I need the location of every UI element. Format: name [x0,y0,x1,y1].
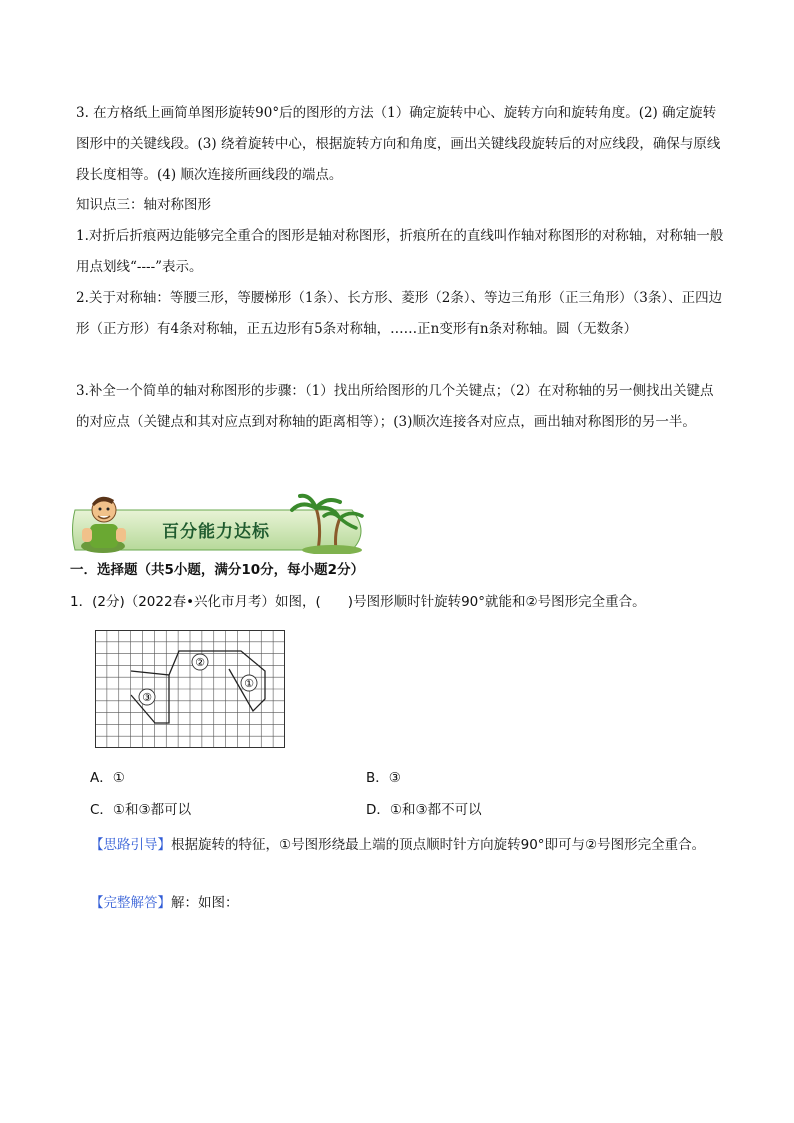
hint-paragraph [90,830,730,861]
label-2: ② [195,656,205,669]
question-stem: 1．(2分)（2022春•兴化市月考）如图，( )号图形顺时针旋转90°就能和②号图形完全重合。 [70,594,646,610]
section-heading: 一．选择题（共5小题，满分10分，每小题2分） [70,562,365,578]
symmetry-steps-text: 3.补全一个简单的轴对称图形的步骤：（1）找出所给图形的几个关键点；（2）在对称轴的另一侧找出关键点的对应点（关键点和其对应点到对称轴的距离相等）；(3)顺次连接各对应点，画出轴对称图形的另一半。 [76,383,714,430]
symmetry-definition: 1.对折后折痕两边能够完全重合的图形是轴对称图形，折痕所在的直线叫作轴对称图形的对称轴，对称轴一般用点划线“----”表示。 [76,228,724,275]
label-3: ③ [142,691,152,704]
rotation-method-text: 3. 在方格纸上画简单图形旋转90°后的图形的方法（1）确定旋转中心、旋转方向和旋转角度。(2) 确定旋转图形中的关键线段。(3) 绕着旋转中心，根据旋转方向和角度，画出关键线段旋转后的对应线段，确保与原线段长度相等。(4) 顺次连接所画线段的端点。 [76,105,721,183]
label-1: ① [244,677,254,690]
option-b[interactable]: B．③ [366,770,401,786]
answer-paragraph [90,893,239,913]
symmetry-axes-text: 2.关于对称轴：等腰三形，等腰梯形（1条）、长方形、菱形（2条）、等边三角形（正三角形）（3条）、正四边形（正方形）有4条对称轴，正五边形有5条对称轴，……正n变形有n条对称轴。圆（无数条） [76,290,723,337]
option-d[interactable]: D．①和③都不可以 [366,802,482,818]
option-a[interactable]: A．① [90,770,125,786]
hint-text: 根据旋转的特征，①号图形绕最上端的顶点顺时针方向旋转90°即可与②号图形完全重合。 [171,837,706,853]
answer-text: 解：如图： [171,895,239,911]
knowledge-point-title: 知识点三：轴对称图形 [76,197,211,213]
option-c[interactable]: C．①和③都可以 [90,802,192,818]
answer-tag: 【完整解答】 [90,895,171,911]
banner-title: 百分能力达标 [162,522,270,542]
hint-tag: 【思路引导】 [90,837,171,853]
grid-lines [95,630,285,748]
rotation-grid-figure [95,630,285,748]
